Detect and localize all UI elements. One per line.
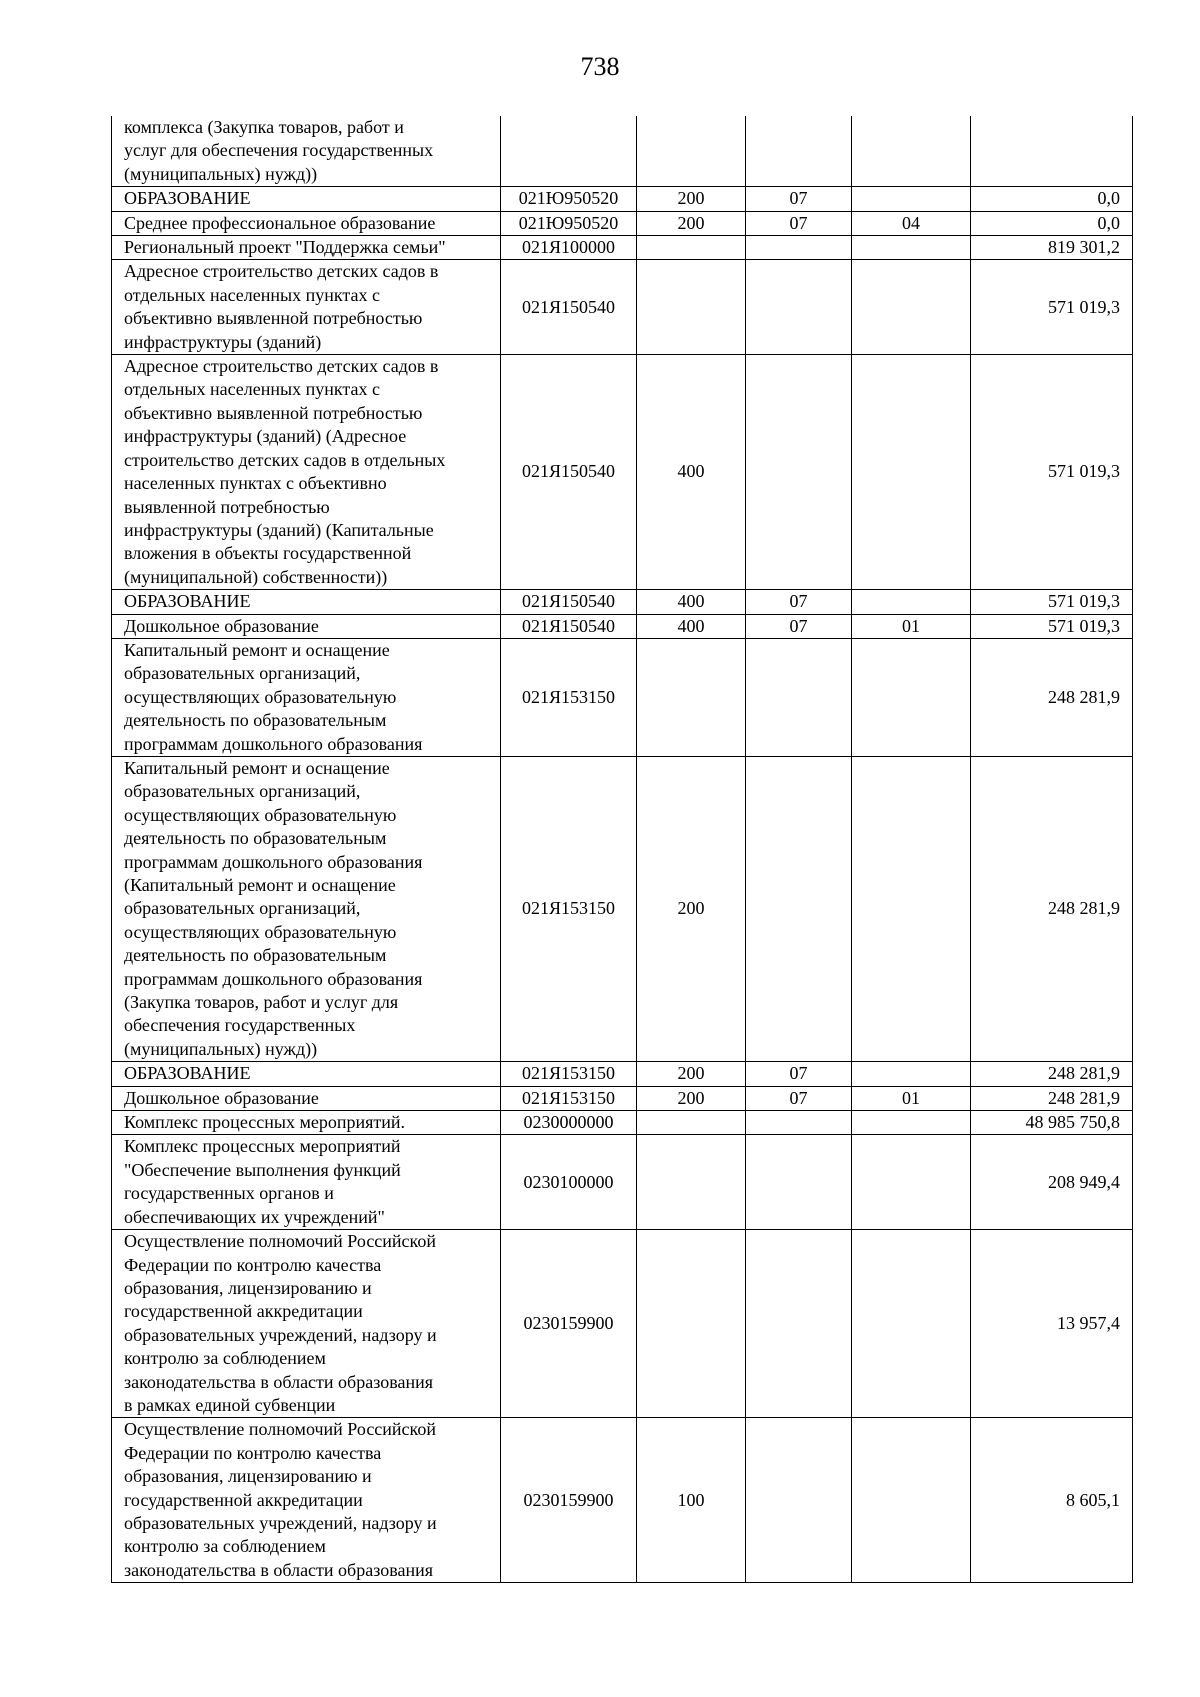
- expense-type-cell: [637, 1230, 746, 1418]
- table-row: [112, 260, 1133, 355]
- subsection-cell: [852, 1135, 971, 1230]
- amount-cell: 8 605,1: [971, 1418, 1133, 1583]
- item-name-cell: Региональный проект "Поддержка семьи": [112, 236, 501, 260]
- amount-cell: 819 301,2: [971, 236, 1133, 260]
- expense-type-cell: 200: [637, 756, 746, 1061]
- target-code-cell: 021Ю950520: [501, 211, 637, 235]
- expense-type-cell: [637, 638, 746, 756]
- subsection-cell: [852, 1062, 971, 1086]
- table-row: [112, 638, 1133, 756]
- subsection-cell: [852, 590, 971, 614]
- table-row: [112, 590, 1133, 614]
- target-code-cell: 021Я150540: [501, 355, 637, 590]
- item-name-cell: Адресное строительство детских садов в отдельных населенных пунктах с объективно выявленной потребностью инфраструктуры (зданий): [112, 260, 501, 355]
- target-code-cell: 021Я153150: [501, 638, 637, 756]
- target-code-cell: 021Я150540: [501, 260, 637, 355]
- target-code-cell: 021Я153150: [501, 1062, 637, 1086]
- expense-type-cell: 200: [637, 1086, 746, 1110]
- expense-type-cell: 200: [637, 187, 746, 211]
- target-code-cell: 021Я150540: [501, 590, 637, 614]
- item-name-cell: Капитальный ремонт и оснащение образовательных организаций, осуществляющих образовательную деятельность по образовательным программам дошкольного образования (Капитальный ремонт и оснащение образовательных организаций, осуществляющих образовательную деятельность по образовательным программам дошкольного образования (Закупка товаров, работ и услуг для обеспечения государственных (муниципальных) нужд)): [112, 756, 501, 1061]
- expense-type-cell: [637, 236, 746, 260]
- table-row: [112, 1418, 1133, 1583]
- section-cell: 07: [746, 211, 852, 235]
- subsection-cell: [852, 260, 971, 355]
- subsection-cell: 04: [852, 211, 971, 235]
- target-code-cell: 0230159900: [501, 1418, 637, 1583]
- item-name-cell: ОБРАЗОВАНИЕ: [112, 187, 501, 211]
- expense-type-cell: 200: [637, 211, 746, 235]
- amount-cell: 248 281,9: [971, 1062, 1133, 1086]
- item-name-cell: ОБРАЗОВАНИЕ: [112, 1062, 501, 1086]
- amount-cell: 571 019,3: [971, 260, 1133, 355]
- section-cell: 07: [746, 187, 852, 211]
- item-name-cell: Капитальный ремонт и оснащение образовательных организаций, осуществляющих образовательную деятельность по образовательным программам дошкольного образования: [112, 638, 501, 756]
- subsection-cell: [852, 116, 971, 187]
- section-cell: [746, 355, 852, 590]
- section-cell: [746, 236, 852, 260]
- target-code-cell: 021Я100000: [501, 236, 637, 260]
- section-cell: [746, 260, 852, 355]
- item-name-cell: Дошкольное образование: [112, 1086, 501, 1110]
- section-cell: [746, 1111, 852, 1135]
- subsection-cell: [852, 355, 971, 590]
- expense-type-cell: [637, 260, 746, 355]
- amount-cell: 571 019,3: [971, 590, 1133, 614]
- table-row: [112, 211, 1133, 235]
- expense-type-cell: [637, 1111, 746, 1135]
- table-row: [112, 355, 1133, 590]
- item-name-cell: Адресное строительство детских садов в отдельных населенных пунктах с объективно выявленной потребностью инфраструктуры (зданий) (Адресное строительство детских садов в отдельных населенных пунктах с объективно выявленной потребностью инфраструктуры (зданий) (Капитальные вложения в объекты государственной (муниципальной) собственности)): [112, 355, 501, 590]
- target-code-cell: 0230000000: [501, 1111, 637, 1135]
- section-cell: 07: [746, 614, 852, 638]
- subsection-cell: [852, 1230, 971, 1418]
- budget-table: [111, 116, 1133, 1583]
- table-row: [112, 614, 1133, 638]
- table-row: [112, 756, 1133, 1061]
- amount-cell: 571 019,3: [971, 355, 1133, 590]
- amount-cell: 571 019,3: [971, 614, 1133, 638]
- subsection-cell: 01: [852, 1086, 971, 1110]
- subsection-cell: [852, 187, 971, 211]
- item-name-cell: Комплекс процессных мероприятий.: [112, 1111, 501, 1135]
- amount-cell: 208 949,4: [971, 1135, 1133, 1230]
- subsection-cell: 01: [852, 614, 971, 638]
- expense-type-cell: 400: [637, 614, 746, 638]
- item-name-cell: Комплекс процессных мероприятий "Обеспечение выполнения функций государственных органов и обеспечивающих их учреждений": [112, 1135, 501, 1230]
- table-row: [112, 1230, 1133, 1418]
- target-code-cell: 021Я150540: [501, 614, 637, 638]
- section-cell: 07: [746, 1086, 852, 1110]
- table-row: [112, 1111, 1133, 1135]
- item-name-cell: комплекса (Закупка товаров, работ и услуг для обеспечения государственных (муниципальных) нужд)): [112, 116, 501, 187]
- subsection-cell: [852, 1418, 971, 1583]
- section-cell: [746, 638, 852, 756]
- subsection-cell: [852, 638, 971, 756]
- table-row: [112, 1086, 1133, 1110]
- item-name-cell: Дошкольное образование: [112, 614, 501, 638]
- item-name-cell: Среднее профессиональное образование: [112, 211, 501, 235]
- subsection-cell: [852, 1111, 971, 1135]
- expense-type-cell: [637, 116, 746, 187]
- table-row: [112, 1135, 1133, 1230]
- amount-cell: 13 957,4: [971, 1230, 1133, 1418]
- target-code-cell: 021Я153150: [501, 1086, 637, 1110]
- amount-cell: 248 281,9: [971, 638, 1133, 756]
- section-cell: [746, 756, 852, 1061]
- expense-type-cell: 400: [637, 355, 746, 590]
- section-cell: [746, 116, 852, 187]
- target-code-cell: 0230100000: [501, 1135, 637, 1230]
- table-row: [112, 187, 1133, 211]
- section-cell: [746, 1230, 852, 1418]
- subsection-cell: [852, 756, 971, 1061]
- page-number: 738: [580, 52, 620, 81]
- item-name-cell: Осуществление полномочий Российской Федерации по контролю качества образования, лицензированию и государственной аккредитации образовательных учреждений, надзору и контролю за соблюдением законодательства в области образования в рамках единой субвенции: [112, 1230, 501, 1418]
- amount-cell: 0,0: [971, 187, 1133, 211]
- item-name-cell: Осуществление полномочий Российской Федерации по контролю качества образования, лицензированию и государственной аккредитации образовательных учреждений, надзору и контролю за соблюдением законодательства в области образования: [112, 1418, 501, 1583]
- section-cell: [746, 1418, 852, 1583]
- expense-type-cell: 400: [637, 590, 746, 614]
- target-code-cell: 0230159900: [501, 1230, 637, 1418]
- amount-cell: 0,0: [971, 211, 1133, 235]
- expense-type-cell: [637, 1135, 746, 1230]
- amount-cell: 48 985 750,8: [971, 1111, 1133, 1135]
- amount-cell: [971, 116, 1133, 187]
- section-cell: [746, 1135, 852, 1230]
- amount-cell: 248 281,9: [971, 756, 1133, 1061]
- table-row: [112, 1062, 1133, 1086]
- table-row: [112, 236, 1133, 260]
- expense-type-cell: 200: [637, 1062, 746, 1086]
- target-code-cell: 021Я153150: [501, 756, 637, 1061]
- section-cell: 07: [746, 1062, 852, 1086]
- item-name-cell: ОБРАЗОВАНИЕ: [112, 590, 501, 614]
- section-cell: 07: [746, 590, 852, 614]
- expense-type-cell: 100: [637, 1418, 746, 1583]
- budget-table-body: [112, 116, 1133, 1583]
- amount-cell: 248 281,9: [971, 1086, 1133, 1110]
- subsection-cell: [852, 236, 971, 260]
- target-code-cell: [501, 116, 637, 187]
- target-code-cell: 021Ю950520: [501, 187, 637, 211]
- table-row: [112, 116, 1133, 187]
